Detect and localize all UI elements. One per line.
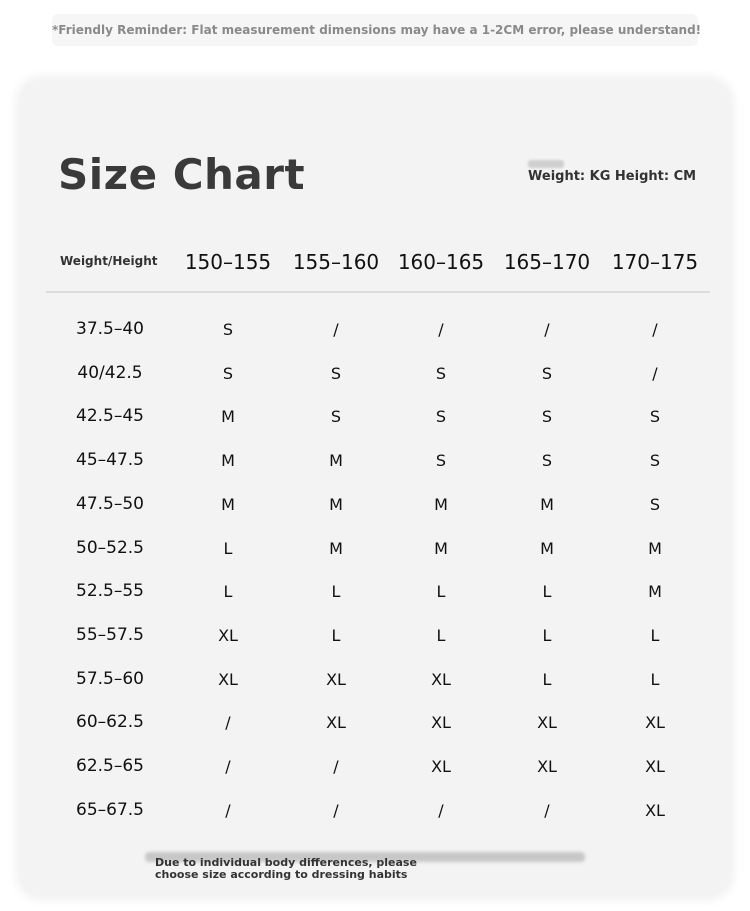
row-weight-label: 47.5–50 xyxy=(76,494,144,514)
size-cell: / xyxy=(652,364,658,383)
size-cell: S xyxy=(649,407,661,426)
column-header: 150–155 xyxy=(184,250,272,274)
row-weight-label: 40/42.5 xyxy=(77,363,143,383)
size-cell: L xyxy=(331,626,341,645)
size-cell: L xyxy=(542,626,552,645)
row-weight-label: 60–62.5 xyxy=(76,712,144,732)
footnote xyxy=(155,857,417,881)
size-cell: M xyxy=(648,582,662,601)
size-cell: S xyxy=(435,407,447,426)
size-cell: S xyxy=(435,451,447,470)
size-cell: S xyxy=(541,364,553,383)
row-weight-label: 50–52.5 xyxy=(76,538,144,558)
row-weight-label: 62.5–65 xyxy=(76,756,144,776)
page-title: Size Chart xyxy=(58,150,306,199)
size-cell: XL xyxy=(645,713,665,732)
size-cell: M xyxy=(648,539,662,558)
size-cell: S xyxy=(330,407,342,426)
size-cell: M xyxy=(329,495,343,514)
size-cell: XL xyxy=(431,713,451,732)
size-cell: / xyxy=(225,801,231,820)
size-cell: M xyxy=(540,495,554,514)
size-cell: XL xyxy=(431,757,451,776)
row-weight-label: 37.5–40 xyxy=(76,319,144,339)
size-cell: M xyxy=(221,407,235,426)
size-cell: / xyxy=(333,801,339,820)
row-weight-label: 42.5–45 xyxy=(76,406,144,426)
row-weight-label: 55–57.5 xyxy=(76,625,144,645)
footnote-line: choose size according to dressing habits xyxy=(155,868,408,881)
size-cell: M xyxy=(540,539,554,558)
size-cell: M xyxy=(434,495,448,514)
column-header: 170–175 xyxy=(611,250,699,274)
size-cell: L xyxy=(650,626,660,645)
size-cell: / xyxy=(225,713,231,732)
size-cell: S xyxy=(435,364,447,383)
size-cell: S xyxy=(541,451,553,470)
friendly-reminder-banner: *Friendly Reminder: Flat measurement dimensions may have a 1-2CM error, please understand! xyxy=(52,14,698,46)
size-cell: L xyxy=(436,582,446,601)
column-header: 165–170 xyxy=(503,250,591,274)
size-cell: M xyxy=(329,451,343,470)
size-cell: XL xyxy=(431,670,451,689)
size-cell: XL xyxy=(537,757,557,776)
size-cell: / xyxy=(333,320,339,339)
header-divider xyxy=(46,291,710,293)
size-cell: XL xyxy=(218,626,238,645)
size-cell: XL xyxy=(645,757,665,776)
corner-header: Weight/Height xyxy=(60,254,158,268)
row-weight-label: 57.5–60 xyxy=(76,669,144,689)
size-cell: L xyxy=(542,670,552,689)
size-cell: / xyxy=(225,757,231,776)
footnote-line: Due to individual body differences, please xyxy=(155,856,417,869)
size-cell: S xyxy=(541,407,553,426)
row-weight-label: 65–67.5 xyxy=(76,800,144,820)
size-cell: / xyxy=(652,320,658,339)
size-cell: L xyxy=(223,539,233,558)
column-header: 155–160 xyxy=(292,250,380,274)
size-cell: S xyxy=(330,364,342,383)
size-cell: / xyxy=(544,320,550,339)
size-cell: / xyxy=(438,801,444,820)
size-cell: S xyxy=(649,495,661,514)
size-cell: / xyxy=(544,801,550,820)
size-cell: S xyxy=(222,364,234,383)
units-decoration xyxy=(528,160,564,168)
size-cell: M xyxy=(221,495,235,514)
row-weight-label: 52.5–55 xyxy=(76,581,144,601)
size-cell: S xyxy=(222,320,234,339)
column-header: 160–165 xyxy=(397,250,485,274)
size-cell: L xyxy=(650,670,660,689)
size-cell: XL xyxy=(645,801,665,820)
size-cell: XL xyxy=(326,713,346,732)
size-cell: / xyxy=(438,320,444,339)
size-cell: L xyxy=(331,582,341,601)
size-cell: S xyxy=(649,451,661,470)
size-cell: M xyxy=(434,539,448,558)
size-cell: L xyxy=(542,582,552,601)
size-cell: XL xyxy=(326,670,346,689)
size-cell: M xyxy=(221,451,235,470)
size-cell: L xyxy=(436,626,446,645)
units-label: Weight: KG Height: CM xyxy=(528,169,697,184)
size-cell: XL xyxy=(218,670,238,689)
size-cell: L xyxy=(223,582,233,601)
size-cell: M xyxy=(329,539,343,558)
size-cell: / xyxy=(333,757,339,776)
size-cell: XL xyxy=(537,713,557,732)
row-weight-label: 45–47.5 xyxy=(76,450,144,470)
